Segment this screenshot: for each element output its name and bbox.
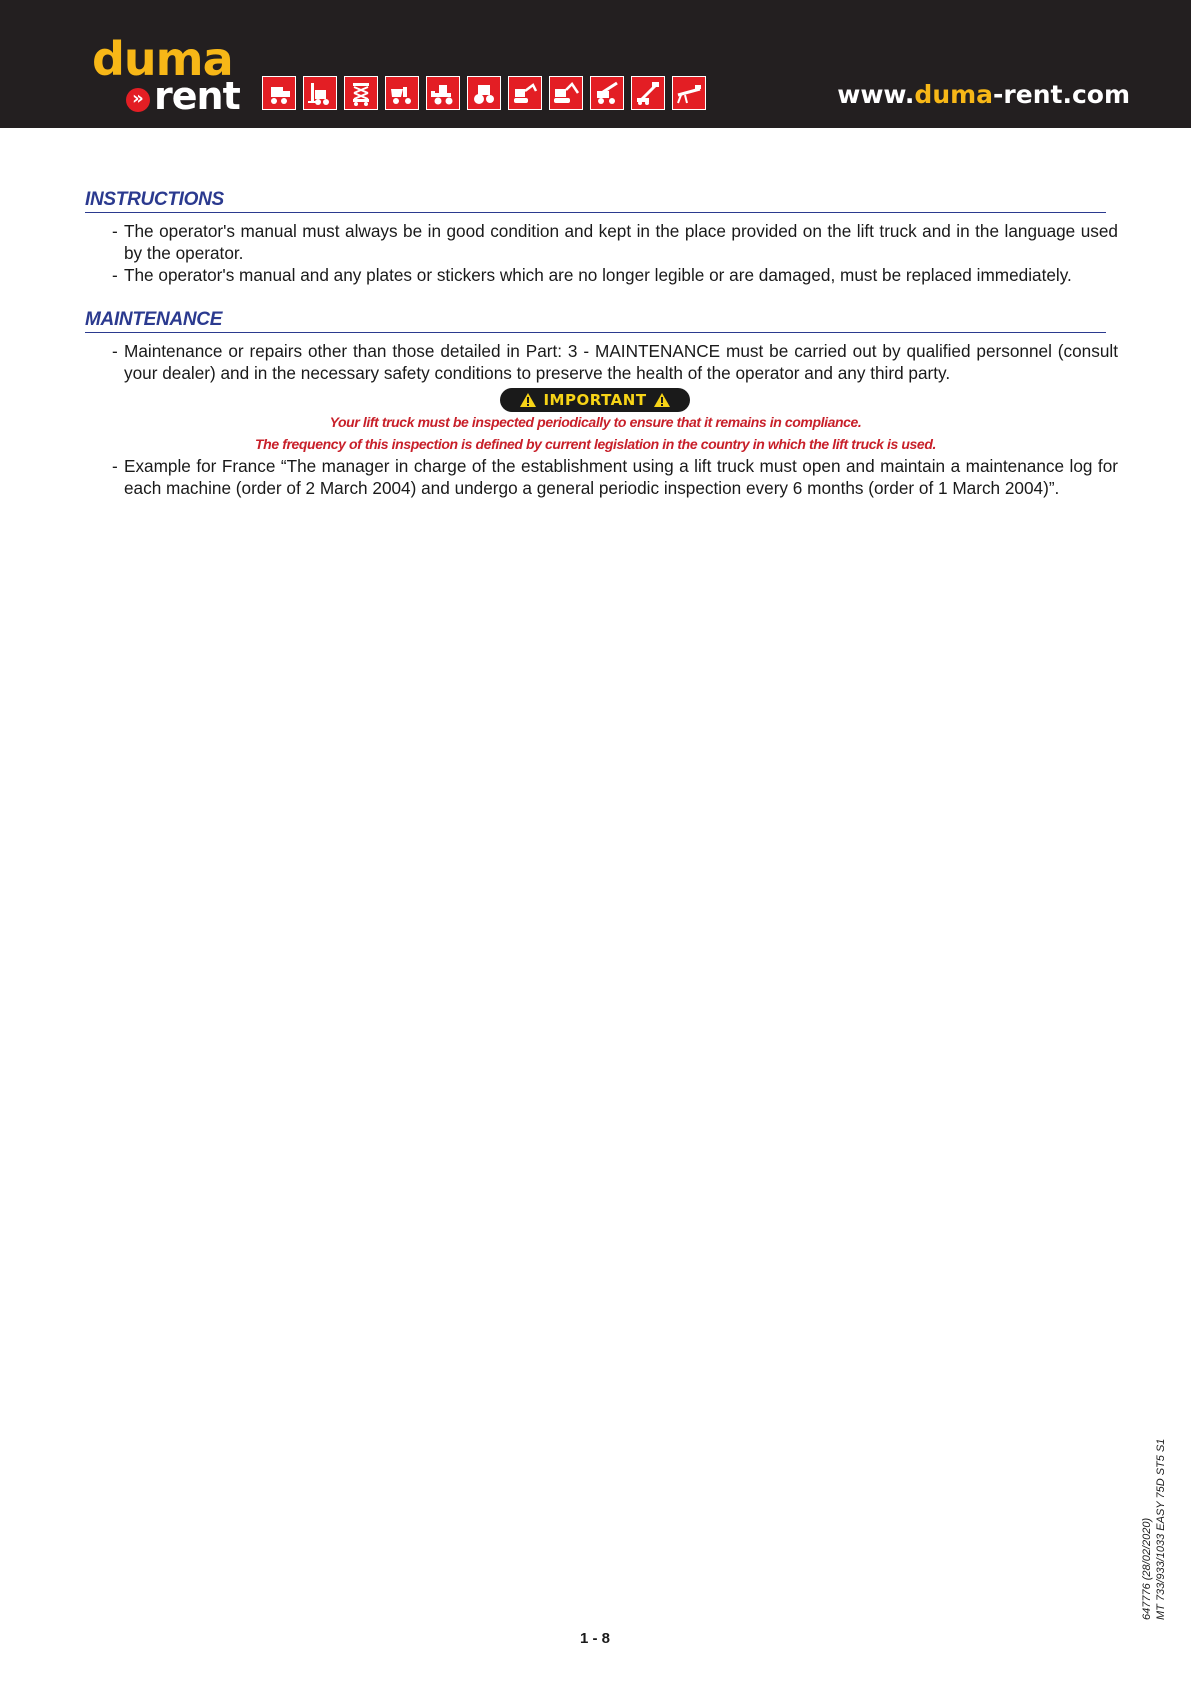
maintenance-item-1-text: Maintenance or repairs other than those detailed in Part: 3 - MAINTENANCE must be carried out by qualified personnel (consult your dealer) and in the necessary safety conditions to preserve the health of the operator and any third party. <box>124 341 1118 383</box>
boom-lift-icon <box>631 76 665 110</box>
doc-ref-line-1: 647776 (28/02/2020) <box>1141 1517 1153 1620</box>
scissor-lift-icon <box>344 76 378 110</box>
doc-ref-line-2: MT 733/933/1033 EASY 75D ST5 S1 <box>1155 1438 1167 1620</box>
instructions-item-1-text: The operator's manual must always be in good condition and kept in the place provided on the lift truck and in the language used by the operator. <box>124 221 1118 263</box>
mini-dumper-icon <box>385 76 419 110</box>
maintenance-item-2: - Example for France “The manager in charge of the establishment using a lift truck must open and maintain a maintenance log for each machine (order of 2 March 2004) and undergo a general periodic inspection every 6 months (order of 1 March 2004)”. <box>112 456 1118 498</box>
warning-line-1: Your lift truck must be inspected periodically to ensure that it remains in compliance. <box>329 414 862 430</box>
important-badge <box>500 388 690 412</box>
logo-arrow-icon: » <box>126 88 150 112</box>
website-url <box>837 80 1130 110</box>
document-reference <box>1140 1430 1168 1620</box>
header-banner <box>0 0 1191 128</box>
important-label: IMPORTANT <box>543 391 647 409</box>
warning-line-2: The frequency of this inspection is defined by current legislation in the country in which the lift truck is used. <box>255 436 936 452</box>
maintenance-item-1: - Maintenance or repairs other than those detailed in Part: 3 - MAINTENANCE must be carried out by qualified personnel (consult your dealer) and in the necessary safety conditions to preserve the health of the operator and any third party. <box>112 341 1118 383</box>
instructions-item-1: - The operator's manual must always be in good condition and kept in the place provided on the lift truck and in the language used by the operator. <box>112 221 1118 263</box>
skid-steer-icon <box>262 76 296 110</box>
machine-icon-strip <box>262 76 706 110</box>
mini-excavator-icon <box>508 76 542 110</box>
warning-triangle-icon <box>519 392 537 408</box>
spider-lift-icon <box>672 76 706 110</box>
instructions-item-2-text: The operator's manual and any plates or stickers which are no longer legible or are damaged, must be replaced immediately. <box>124 265 1072 285</box>
telehandler-icon <box>590 76 624 110</box>
excavator-icon <box>549 76 583 110</box>
forklift-icon <box>303 76 337 110</box>
wheel-loader-icon <box>426 76 460 110</box>
warning-triangle-icon <box>653 392 671 408</box>
maintenance-item-2-text: Example for France “The manager in charge of the establishment using a lift truck must open and maintain a maintenance log for each machine (order of 2 March 2004) and undergo a general periodic inspection every 6 months (order of 1 March 2004)”. <box>124 456 1118 498</box>
instructions-item-2: - The operator's manual and any plates or stickers which are no longer legible or are damaged, must be replaced immediately. <box>112 265 1072 285</box>
url-suffix: -rent.com <box>993 80 1130 109</box>
url-prefix: www. <box>837 80 915 109</box>
logo-word-rent: rent <box>154 74 240 118</box>
compactor-icon <box>467 76 501 110</box>
page-number: 1 - 8 <box>579 1630 610 1647</box>
instructions-heading: INSTRUCTIONS <box>85 189 1106 213</box>
maintenance-heading: MAINTENANCE <box>85 309 1106 333</box>
duma-rent-logo <box>92 32 242 118</box>
logo-word-duma: duma <box>92 32 233 86</box>
url-accent: duma <box>914 80 994 109</box>
